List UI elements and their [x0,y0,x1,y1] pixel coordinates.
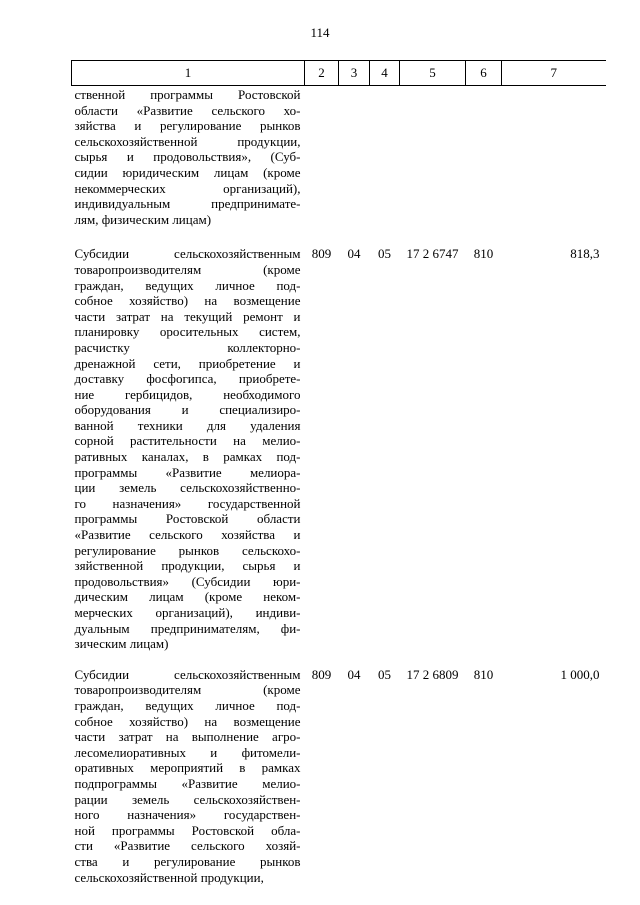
column-header-7: 7 [502,61,606,86]
description-line: продовольствия» (Субсидии юри- [74,573,301,589]
description-line: лесомелиоративных и фитомели- [74,744,301,760]
budget-table [71,60,606,885]
description-line: программы Ростовской области [74,511,301,527]
description-line: части затрат на текущий ремонт и [74,308,301,324]
description-line: сырья и продовольствия», (Суб- [74,149,301,165]
cell-section [339,86,370,246]
description-line: ние гербицидов, необходимого [74,386,301,402]
description-line: подпрограммы «Развитие мелио- [74,775,301,791]
column-header-3: 3 [339,61,370,86]
table-row [72,86,606,246]
cell-amount: 1 000,0 [560,666,600,682]
description-line: ного назначения» государствен- [74,807,301,823]
description-line: собное хозяйство) на возмещение [74,713,301,729]
column-header-1: 1 [72,61,305,86]
description-line: дуальным предпринимателям, фи- [74,620,301,636]
description-line: зическим лицам) [74,636,169,652]
description-line: граждан, ведущих личное под- [74,277,301,293]
cell-ministry: 809 [311,666,332,682]
description-line: ной программы Ростовской обла- [74,822,301,838]
description-line: программы «Развитие мелиора- [74,464,301,480]
column-header-2: 2 [305,61,339,86]
description-line: оративных мероприятий в рамках [74,760,301,776]
description-line: некоммерческих организаций), [74,180,301,196]
table-row [72,666,606,885]
description-line: индивидуальным предпринимате- [74,196,301,212]
column-header-5: 5 [400,61,466,86]
description-line: части затрат на выполнение агро- [74,729,301,745]
description-line: ванной техники для удаления [74,417,301,433]
description-line: ции земель сельскохозяйственно- [74,480,301,496]
description-line: дическим лицам (кроме неком- [74,589,301,605]
description-line: доставку фосфогипса, приобрете- [74,371,301,387]
cell-expense-type: 810 [473,246,494,262]
description-line: сельскохозяйственной продукции, [74,133,301,149]
description-line: сти «Развитие сельского хозяй- [74,838,301,854]
description-line: дренажной сети, приобретение и [74,355,301,371]
table-row [72,245,606,665]
description-line: товаропроизводителям (кроме [74,261,301,277]
description-line: граждан, ведущих личное под- [74,697,301,713]
cell-ministry: 809 [311,246,332,262]
cell-amount: 818,3 [570,246,600,262]
description-line: Субсидии сельскохозяйственным [74,246,301,262]
row-description [72,666,305,885]
description-line: планировку оросительных систем, [74,324,301,340]
description-line: сорной растительности на мелио- [74,433,301,449]
column-header-6: 6 [466,61,502,86]
description-line: рации земель сельскохозяйствен- [74,791,301,807]
cell-subsection [370,86,400,246]
description-line: ственной программы Ростовской [74,87,301,102]
description-line: лям, физическим лицам) [74,211,212,227]
description-line: области «Развитие сельского хо- [74,102,301,118]
description-line: мерческих организаций), индиви- [74,605,301,620]
table-header-row [72,61,606,86]
cell-target-article [400,86,466,246]
description-line: зяйства и регулирование рынков [74,118,301,134]
description-line: расчистку коллекторно- [74,339,301,355]
description-line: оборудования и специализиро- [74,402,301,418]
description-line: «Развитие сельского хозяйства и [74,527,301,543]
description-line: зяйственной продукции, сырья и [74,558,301,574]
cell-section: 04 [347,666,361,682]
description-line: товаропроизводителям (кроме [74,682,301,698]
cell-amount [502,86,606,246]
description-line: регулирование рынков сельскохо- [74,542,301,558]
description-line: сельскохозяйственной продукции, [74,869,264,885]
cell-subsection: 05 [378,246,391,262]
cell-target-article: 17 2 6747 [406,246,459,262]
cell-expense-type: 810 [473,666,494,682]
description-line: ративных каналах, в рамках под- [74,449,301,465]
description-line: ства и регулирование рынков [74,853,301,869]
page-number: 114 [310,25,330,40]
cell-target-article: 17 2 6809 [406,666,459,682]
description-line: го назначения» государственной [74,495,301,511]
description-line: сидии юридическим лицам (кроме [74,164,301,180]
row-description [72,86,305,246]
row-description [72,245,305,665]
cell-subsection: 05 [378,666,391,682]
cell-section: 04 [347,246,361,262]
description-line: собное хозяйство) на возмещение [74,293,301,309]
cell-expense-type [466,86,502,246]
description-line: Субсидии сельскохозяйственным [74,666,301,682]
column-header-4: 4 [370,61,400,86]
cell-ministry [305,86,339,246]
